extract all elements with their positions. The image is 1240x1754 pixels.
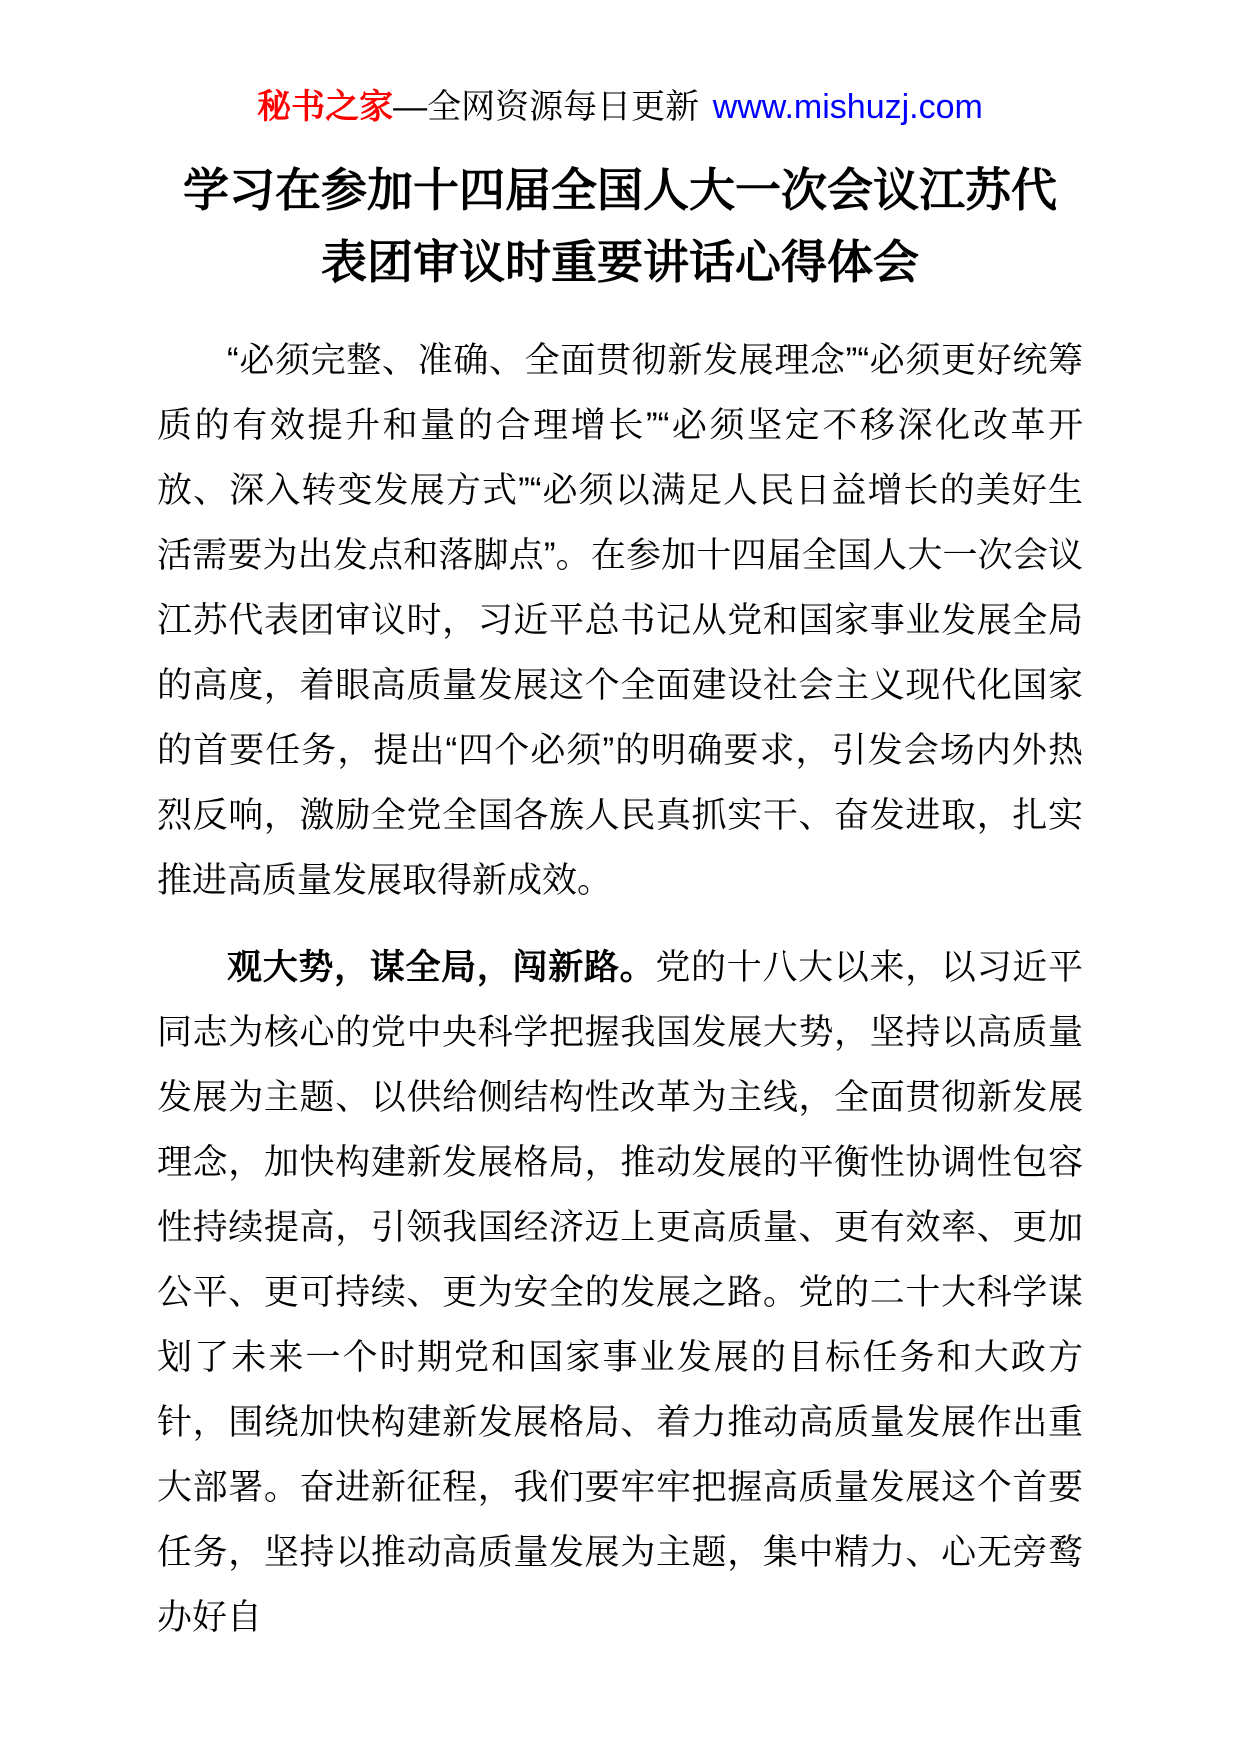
header-tagline: 全网资源每日更新 <box>427 88 700 126</box>
site-header <box>0 0 1240 128</box>
paragraph-section-1 <box>157 935 1083 1650</box>
site-url-link[interactable]: www.mishuzj.com <box>712 88 983 126</box>
header-dash: — <box>393 88 428 126</box>
document-body <box>157 328 1083 1650</box>
paragraph-intro-text: “必须完整、准确、全面贯彻新发展理念”“必须更好统筹质的有效提升和量的合理增长”“必须坚定不移深化改革开放、深入转变发展方式”“必须以满足人民日益增长的美好生活需要为出发点和落脚点”。在参加十四届全国人大一次会议江苏代表团审议时，习近平总书记从党和国家事业发展全局的高度，着眼高质量发展这个全面建设社会主义现代化国家的首要任务，提出“四个必须”的明确要求，引发会场内外热烈反响，激励全党全国各族人民真抓实干、奋发进取，扎实推进高质量发展取得新成效。 <box>157 341 1083 900</box>
paragraph-section-1-lead: 观大势，谋全局，闯新路。 <box>227 948 656 987</box>
document-title: 学习在参加十四届全国人大一次会议江苏代表团审议时重要讲话心得体会 <box>183 164 1057 288</box>
site-brand: 秘书之家 <box>257 88 394 126</box>
paragraph-intro <box>157 328 1083 913</box>
paragraph-section-1-text: 党的十八大以来，以习近平同志为核心的党中央科学把握我国发展大势，坚持以高质量发展为主题、以供给侧结构性改革为主线，全面贯彻新发展理念，加快构建新发展格局，推动发展的平衡性协调性包容性持续提高，引领我国经济迈上更高质量、更有效率、更加公平、更可持续、更为安全的发展之路。党的二十大科学谋划了未来一个时期党和国家事业发展的目标任务和大政方针，围绕加快构建新发展格局、着力推动高质量发展作出重大部署。奋进新征程，我们要牢牢把握高质量发展这个首要任务，坚持以推动高质量发展为主题，集中精力、心无旁鹜办好自 <box>157 948 1083 1637</box>
